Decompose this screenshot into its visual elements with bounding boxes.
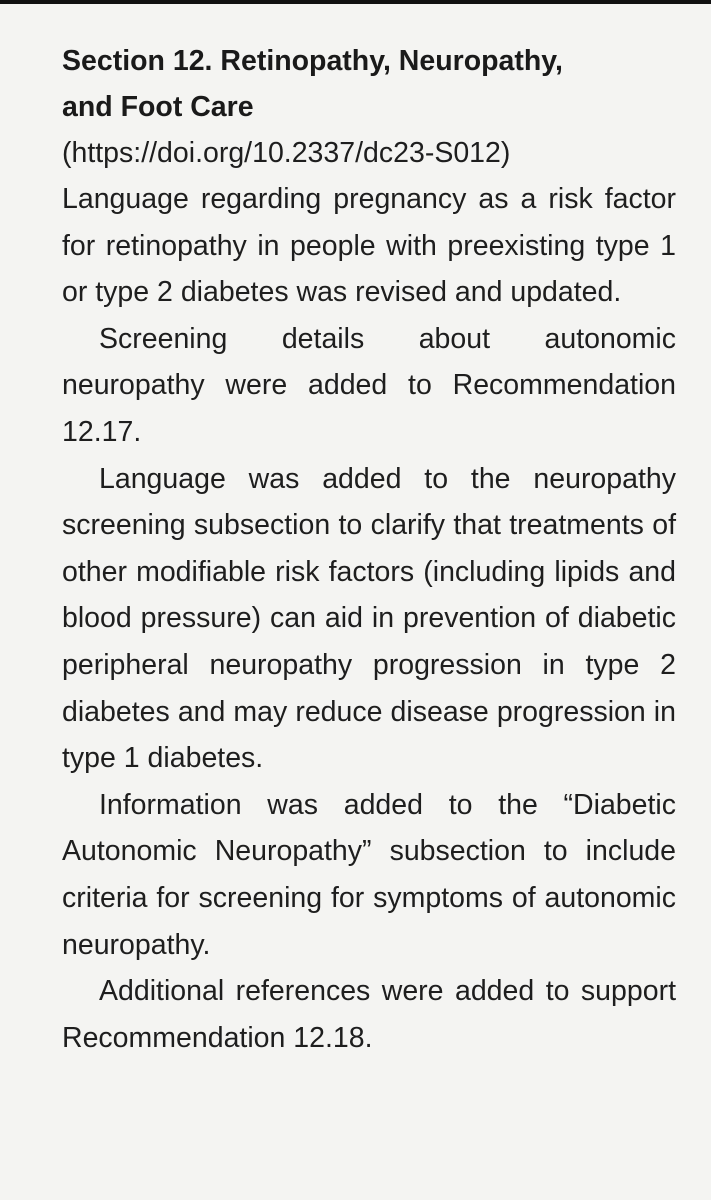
document-page <box>62 38 676 1061</box>
paragraph-autonomic-screening: Screening details about autonomic neuropathy were added to Recommendation 12.17. <box>62 322 676 448</box>
section-heading <box>62 38 676 130</box>
paragraph-pregnancy-risk: Language regarding pregnancy as a risk factor for retinopathy in people with preexisting type 1 or type 2 diabetes was revised and updated. <box>62 183 676 309</box>
paragraph-neuropathy-screening: Language was added to the neuropathy screening subsection to clarify that treatments of other modifiable risk factors (including lipids and blood pressure) can aid in prevention of diabetic peripheral neuropathy progression in type 2 diabetes and may reduce disease progression in type 1 diabetes. <box>62 462 676 775</box>
section-title-line-1: Section 12. Retinopathy, Neuropathy, <box>62 45 563 77</box>
doi-link[interactable]: (https://doi.org/10.2337/dc23-S012) <box>62 137 511 169</box>
section-title-line-2: and Foot Care <box>62 91 254 123</box>
paragraph-additional-references: Additional references were added to support Recommendation 12.18. <box>62 975 676 1054</box>
top-border <box>0 0 711 4</box>
paragraph-autonomic-neuropathy-info: Information was added to the “Diabetic Autonomic Neuropathy” subsection to include criteria for screening for symptoms of autonomic neuropathy. <box>62 788 676 961</box>
